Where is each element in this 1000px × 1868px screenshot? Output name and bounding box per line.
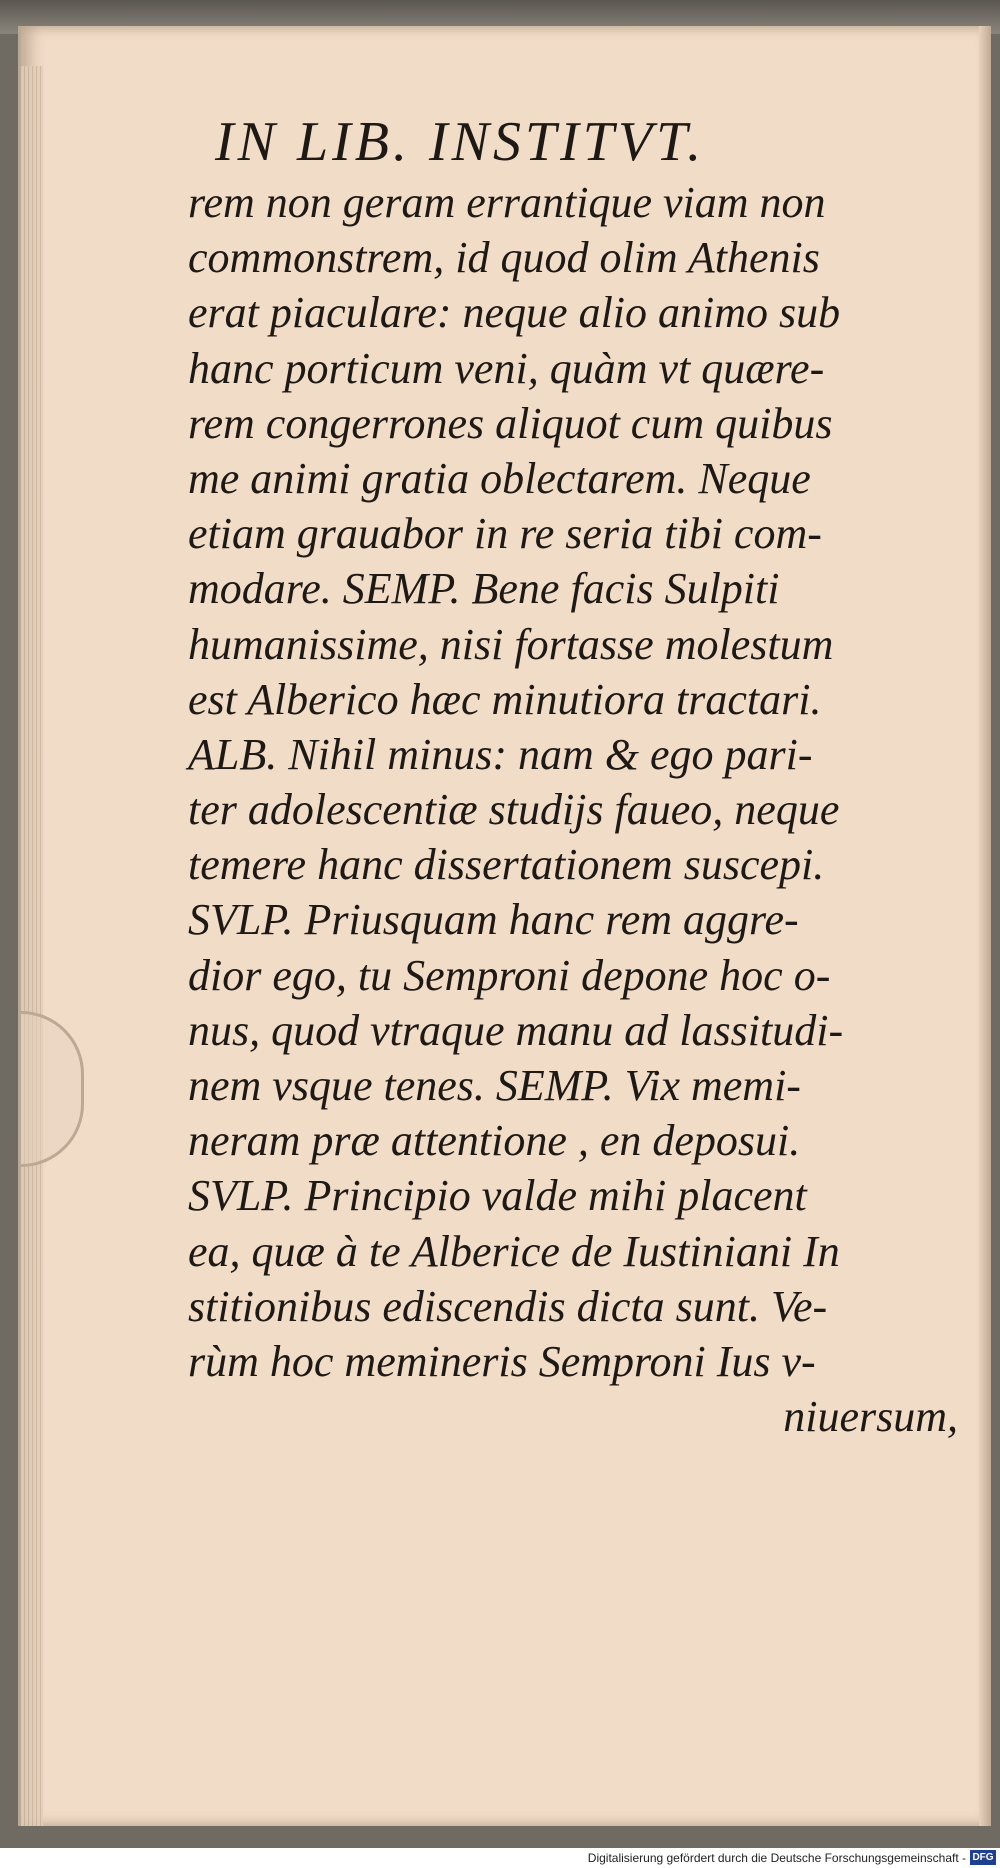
text-line: est Alberico hæc minutiora tractari. [188, 674, 822, 724]
text-line: SVLP. Principio valde mihi placent [188, 1171, 807, 1221]
text-line: rem congerrones aliquot cum quibus [188, 398, 833, 448]
text-line: ea, quæ à te Alberice de Iustiniani In [188, 1226, 840, 1276]
page-right-edge [979, 26, 991, 1826]
text-line: commonstrem, id quod olim Athenis [188, 233, 820, 283]
text-line: nus, quod vtraque manu ad lassitudi- [188, 1005, 844, 1055]
text-line: neram præ attentione , en deposui. [188, 1116, 801, 1166]
text-line: hanc porticum veni, quàm vt quære- [188, 343, 825, 393]
page-stack-edge [21, 66, 43, 1826]
footer-bar [0, 1848, 1000, 1868]
text-line: SVLP. Priusquam hanc rem aggre- [188, 895, 799, 945]
text-line: rùm hoc memineris Semproni Ius v- [188, 1336, 816, 1386]
text-line: nem vsque tenes. SEMP. Vix memi- [188, 1061, 801, 1110]
text-block [188, 175, 958, 1444]
text-line: dior ego, tu Semproni depone hoc o- [188, 950, 831, 1000]
text-line: ALB. Nihil minus: nam & ego pari- [188, 729, 813, 779]
text-line: temere hanc dissertationem suscepi. [188, 840, 825, 890]
text-line: me animi gratia oblectarem. Neque [188, 453, 811, 503]
book-clasp [21, 1011, 84, 1167]
text-line: rem non geram errantique viam non [188, 178, 826, 227]
funding-credit: Digitalisierung gefördert durch die Deutsche Forschungsgemeinschaft - [587, 1851, 966, 1865]
text-line: etiam grauabor in re seria tibi com- [188, 509, 822, 559]
text-line: humanissime, nisi fortasse molestum [188, 619, 834, 669]
text-line: modare. SEMP. Bene facis Sulpiti [188, 564, 780, 614]
text-line: stitionibus ediscendis dicta sunt. Ve- [188, 1281, 828, 1331]
catchword: niuersum, [783, 1392, 958, 1442]
running-head: IN LIB. INSTITVT. [215, 111, 706, 173]
text-line: erat piaculare: neque alio animo sub [188, 288, 841, 338]
text-line: ter adolescentiæ studijs faueo, neque [188, 785, 840, 835]
dfg-logo-icon: DFG [970, 1850, 996, 1865]
